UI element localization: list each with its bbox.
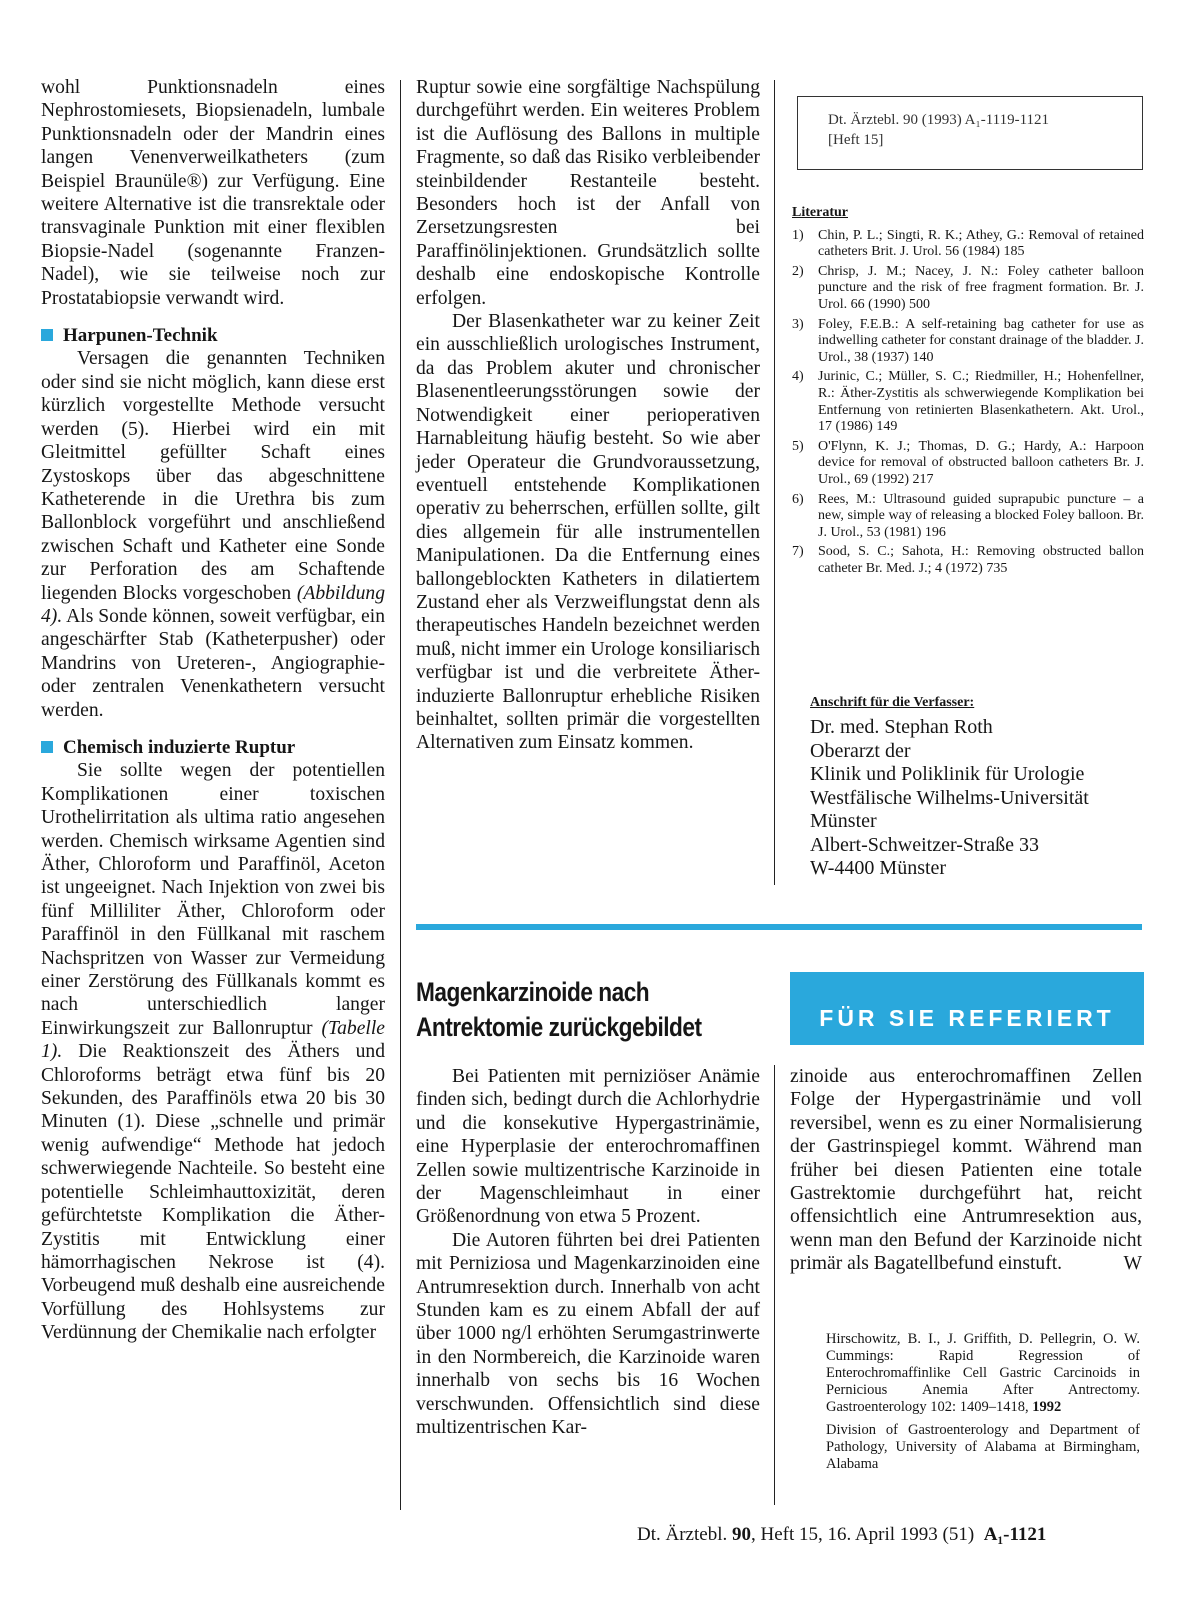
article-title: Magenkarzinoide nach Antrektomie zurückgebildet xyxy=(416,977,702,1042)
column-divider xyxy=(774,80,775,885)
page-footer: Dt. Ärztebl. 90, Heft 15, 16. April 1993 (51) A₁-1121 xyxy=(637,1524,1047,1545)
literature-item xyxy=(792,439,1144,489)
literature-item xyxy=(792,492,1144,542)
literature-text: Rees, M.: Ultrasound guided suprapubic puncture – a new, simple way of releasing a blocked Foley balloon. Br. J. Urol., 53 (1981) 196 xyxy=(818,491,1144,540)
column-1 xyxy=(41,76,385,1345)
article-column-1 xyxy=(416,1065,760,1440)
article-column-2 xyxy=(790,1065,1142,1276)
square-bullet-icon xyxy=(41,329,53,341)
literature-list xyxy=(792,205,1144,580)
paragraph: Versagen die genannten Techniken oder sind sie nicht möglich, kann diese erst kürzlich vorgestellte Methode versucht werden (5). Hierbei wird ein mit Gleitmittel gefüllter Schaft eines Zystoskops über das abgeschnittene Katheterende in die Urethra bis zum Ballonblock vorgeführt und anschließend zwischen Schaft und Katheter eine Sonde zur Perforation des am Schaftende liegenden Blocks vorgeschoben (Abbildung 4). Als Sonde können, soweit verfügbar, ein angeschärfter Stab (Katheterpusher) oder Mandrins von Ureteren-, Angiographie- oder zentralen Venenkathetern versucht werden. xyxy=(41,348,385,721)
citation-affiliation: Division of Gastroenterology and Department of Pathology, University of Alabama at Birmingham, Alabama xyxy=(826,1422,1140,1472)
citation-box: Dt. Ärztebl. 90 (1993) A₁-1119-1121 [Heft 15] xyxy=(797,96,1143,170)
paragraph: Sie sollte wegen der potentiellen Komplikationen einer toxischen Urothelirritation als ultima ratio angesehen werden. Chemisch wirksame Agentien sind Äther, Chloroform und Paraffinöl, Aceton ist ungeeignet. Nach Injektion von zwei bis fünf Milliliter Äther, Chloroform oder Paraffinöl in den Füllkanal mit raschem Nachspritzen von Wasser zur Vermeidung einer Zerstörung des Füllkanals kommt es nach unterschiedlich langer Einwirkungszeit zur Ballonruptur (Tabelle 1). Die Reaktionszeit des Äthers und Chloroforms beträgt etwa fünf bis 20 Sekunden, des Paraffinöls etwa 20 bis 30 Minuten (1). Diese „schnelle und primär wenig aufwendige“ Methode hat jedoch schwerwiegende Nachteile. So besteht eine potentielle Schleimhauttoxizität, deren gefürchtetste Komplikation die Äther-Zystitis mit Entwicklung einer hämorrhagischen Nekrose ist (4). Vorbeugend muß deshalb eine ausreichende Vorfüllung des Hohlsystems zur Verdünnung der Chemikalie nach erfolgter xyxy=(41,760,385,1344)
section-banner: FÜR SIE REFERIERT xyxy=(790,972,1144,1045)
paragraph: wohl Punktionsnadeln eines Nephrostomiesets, Biopsienadeln, lumbale Punktionsnadeln oder der Mandrin eines langen Venenverweilkatheters (zum Beispiel Braunüle®) zur Verfügung. Eine weitere Alternative ist die transrektale oder transvaginale Punktion mit einer flexiblen Biopsie-Nadel (sogenannte Franzen-Nadel), wie sie teilweise noch zur Prostatabiopsie verwandt wird. xyxy=(41,77,385,309)
literature-item xyxy=(792,264,1144,314)
author-address xyxy=(810,716,1089,881)
literature-number: 1) xyxy=(792,227,804,243)
section-rule xyxy=(416,924,1142,930)
address-line: Oberarzt der xyxy=(810,739,911,762)
literature-item xyxy=(792,317,1144,367)
column-divider xyxy=(400,80,401,1510)
square-bullet-icon xyxy=(41,741,53,753)
literature-text: Chrisp, J. M.; Nacey, J. N.: Foley catheter balloon puncture and the risk of free fragment formation. Br. J. Urol. 66 (1990) 500 xyxy=(818,263,1144,312)
address-line: Dr. med. Stephan Roth xyxy=(810,716,993,738)
literature-number: 6) xyxy=(792,491,804,507)
literature-item xyxy=(792,369,1144,435)
section-heading: Harpunen-Technik xyxy=(41,324,385,347)
literature-text: Foley, F.E.B.: A self-retaining bag catheter for use as indwelling catheter for constant drainage of the bladder. J. Urol., 38 (1937) 140 xyxy=(818,316,1144,365)
paragraph: Der Blasenkatheter war zu keiner Zeit ein ausschließlich urologisches Instrument, da das Problem akuter und chronischer Blasenentleerungsstörungen sowie der Notwendigkeit einer perioperativen Harnableitung häufig besteht. So wie aber jeder Operateur die Grundvoraussetzung, eventuell entstehende Komplikationen operativ zu beherrschen, erfüllen sollte, gilt dies allgemein für alle instrumentellen Manipulationen. Da die Entfernung eines ballongeblockten Katheters in dilatiertem Zustand eher als Verzweiflungstat denn als therapeutisches Handeln bezeichnet werden muß, nicht immer ein Urologe konsiliarisch verfügbar ist und die verbreitete Äther-induzierte Ballonruptur erhebliche Risiken beinhaltet, sollten primär die vorgestellten Alternativen zum Einsatz kommen. xyxy=(416,311,760,754)
literature-number: 4) xyxy=(792,369,804,385)
column-divider xyxy=(774,1065,775,1505)
literature-text: Sood, S. C.; Sahota, H.: Removing obstructed ballon catheter Br. Med. J.; 4 (1972) 735 xyxy=(818,544,1144,576)
literature-item xyxy=(792,544,1144,577)
literature-number: 7) xyxy=(792,544,804,560)
literature-number: 2) xyxy=(792,263,804,279)
author-signature: W xyxy=(1123,1253,1142,1275)
literature-text: Jurinic, C.; Müller, S. C.; Riedmiller, H.; Hohenfellner, R.: Äther-Zystitis als schwerwiegende Komplikation bei Entfernung von retinierten Blasenkathetern. Akt. Urol., 17 (1986) 149 xyxy=(818,369,1144,435)
section-heading: Chemisch induzierte Ruptur xyxy=(41,736,385,759)
literature-heading: Literatur xyxy=(792,205,848,220)
address-line: Klinik und Poliklinik für Urologie xyxy=(810,763,1085,785)
paragraph: Bei Patienten mit perniziöser Anämie finden sich, bedingt durch die Achlorhydrie und die konsekutive Hypergastrinämie, eine Hyperplasie der enterochromaffinen Zellen sowie multizentrische Karzinoide in der Magenschleimhaut in einer Größenordnung von etwa 5 Prozent. xyxy=(416,1066,760,1228)
literature-item xyxy=(792,228,1144,261)
literature-number: 3) xyxy=(792,316,804,332)
paragraph: zinoide aus enterochromaffinen Zellen Folge der Hypergastrinämie und voll reversibel, wenn es zu einer Normalisierung der Gastrinspiegel kommt. Während man früher bei diesen Patienten eine totale Gastrektomie durchgeführt hat, reicht offensichtlich eine Antrumresektion aus, wenn man den Befund der Karzinoide nicht primär als Bagatellbefund einstuft. W xyxy=(790,1066,1142,1275)
literature-number: 5) xyxy=(792,438,804,454)
literature-text: O'Flynn, K. J.; Thomas, D. G.; Hardy, A.: Harpoon device for removal of obstructed balloon catheters Br. J. Urol., 69 (1992) 217 xyxy=(818,438,1144,487)
address-heading: Anschrift für die Verfasser: xyxy=(810,695,975,710)
paragraph: Ruptur sowie eine sorgfältige Nachspülung durchgeführt werden. Ein weiteres Problem ist die Auflösung des Ballons in multiple Fragmente, so daß das Risiko verbleibender steinbildender Restanteile besteht. Besonders hoch ist der Anfall von Zersetzungsresten bei Paraffinölinjektionen. Grundsätzlich sollte deshalb eine endoskopische Kontrolle erfolgen. xyxy=(416,77,760,309)
paragraph: Die Autoren führten bei drei Patienten mit Perniziosa und Magenkarzinoiden eine Antrumresektion durch. Innerhalb von acht Stunden kam es zu einem Abfall der auf über 1000 ng/l erhöhten Serumgastrinwerte in den Normbereich, die Karzinoide waren innerhalb von sechs bis 16 Wochen verschwunden. Offensichtlich sind diese multizentrischen Kar- xyxy=(416,1229,760,1439)
address-line: Westfälische Wilhelms-Universität xyxy=(810,786,1089,809)
address-line: W-4400 Münster xyxy=(810,857,947,879)
address-line: Albert-Schweitzer-Straße 33 xyxy=(810,833,1039,856)
citation-reference: Hirschowitz, B. I., J. Griffith, D. Pellegrin, O. W. Cummings: Rapid Regression of Enterochromaffinlike Cell Gastric Carcinoids in Pernicious Anemia After Antrectomy. Gastroenterology 102: 1409–1418, 1992 xyxy=(826,1331,1140,1415)
literature-text: Chin, P. L.; Singti, R. K.; Athey, G.: Removal of retained catheters Brit. J. Urol. 56 (1984) 185 xyxy=(818,227,1144,260)
article-citation xyxy=(826,1331,1140,1473)
column-2 xyxy=(416,76,760,755)
address-line: Münster xyxy=(810,810,877,832)
